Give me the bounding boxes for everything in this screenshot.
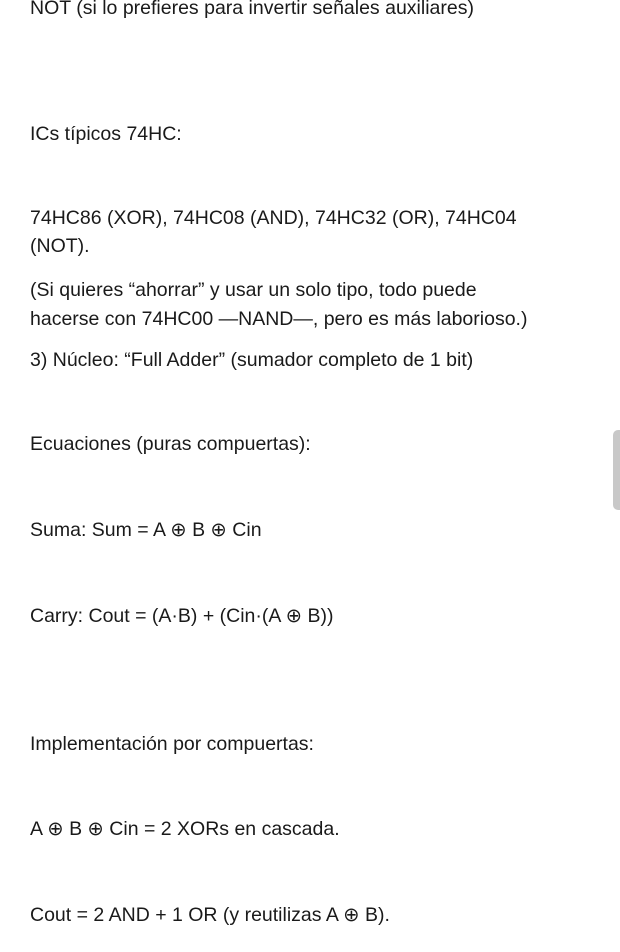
nand-note-line-1: (Si quieres “ahorrar” y usar un solo tipo, todo puede [30, 279, 477, 301]
xor-cascade-line: A ⊕ B ⊕ Cin = 2 XORs en cascada. [30, 818, 340, 840]
ics-heading: ICs típicos 74HC: [30, 123, 182, 145]
cout-implementation-line: Cout = 2 AND + 1 OR (y reutilizas A ⊕ B). [30, 904, 390, 926]
ics-list-line-2: (NOT). [30, 235, 90, 257]
carry-equation: Carry: Cout = (A·B) + (Cin·(A ⊕ B)) [30, 605, 334, 627]
scrollbar-thumb[interactable] [613, 430, 620, 510]
sum-equation: Suma: Sum = A ⊕ B ⊕ Cin [30, 519, 262, 541]
not-gate-line: NOT (si lo prefieres para invertir señales auxiliares) [30, 0, 474, 19]
section-3-heading: 3) Núcleo: “Full Adder” (sumador completo de 1 bit) [30, 349, 474, 371]
ics-list-line-1: 74HC86 (XOR), 74HC08 (AND), 74HC32 (OR), 74HC04 [30, 207, 517, 229]
equations-heading: Ecuaciones (puras compuertas): [30, 433, 311, 455]
implementation-heading: Implementación por compuertas: [30, 733, 314, 755]
nand-note-line-2: hacerse con 74HC00 —NAND—, pero es más laborioso.) [30, 308, 528, 330]
